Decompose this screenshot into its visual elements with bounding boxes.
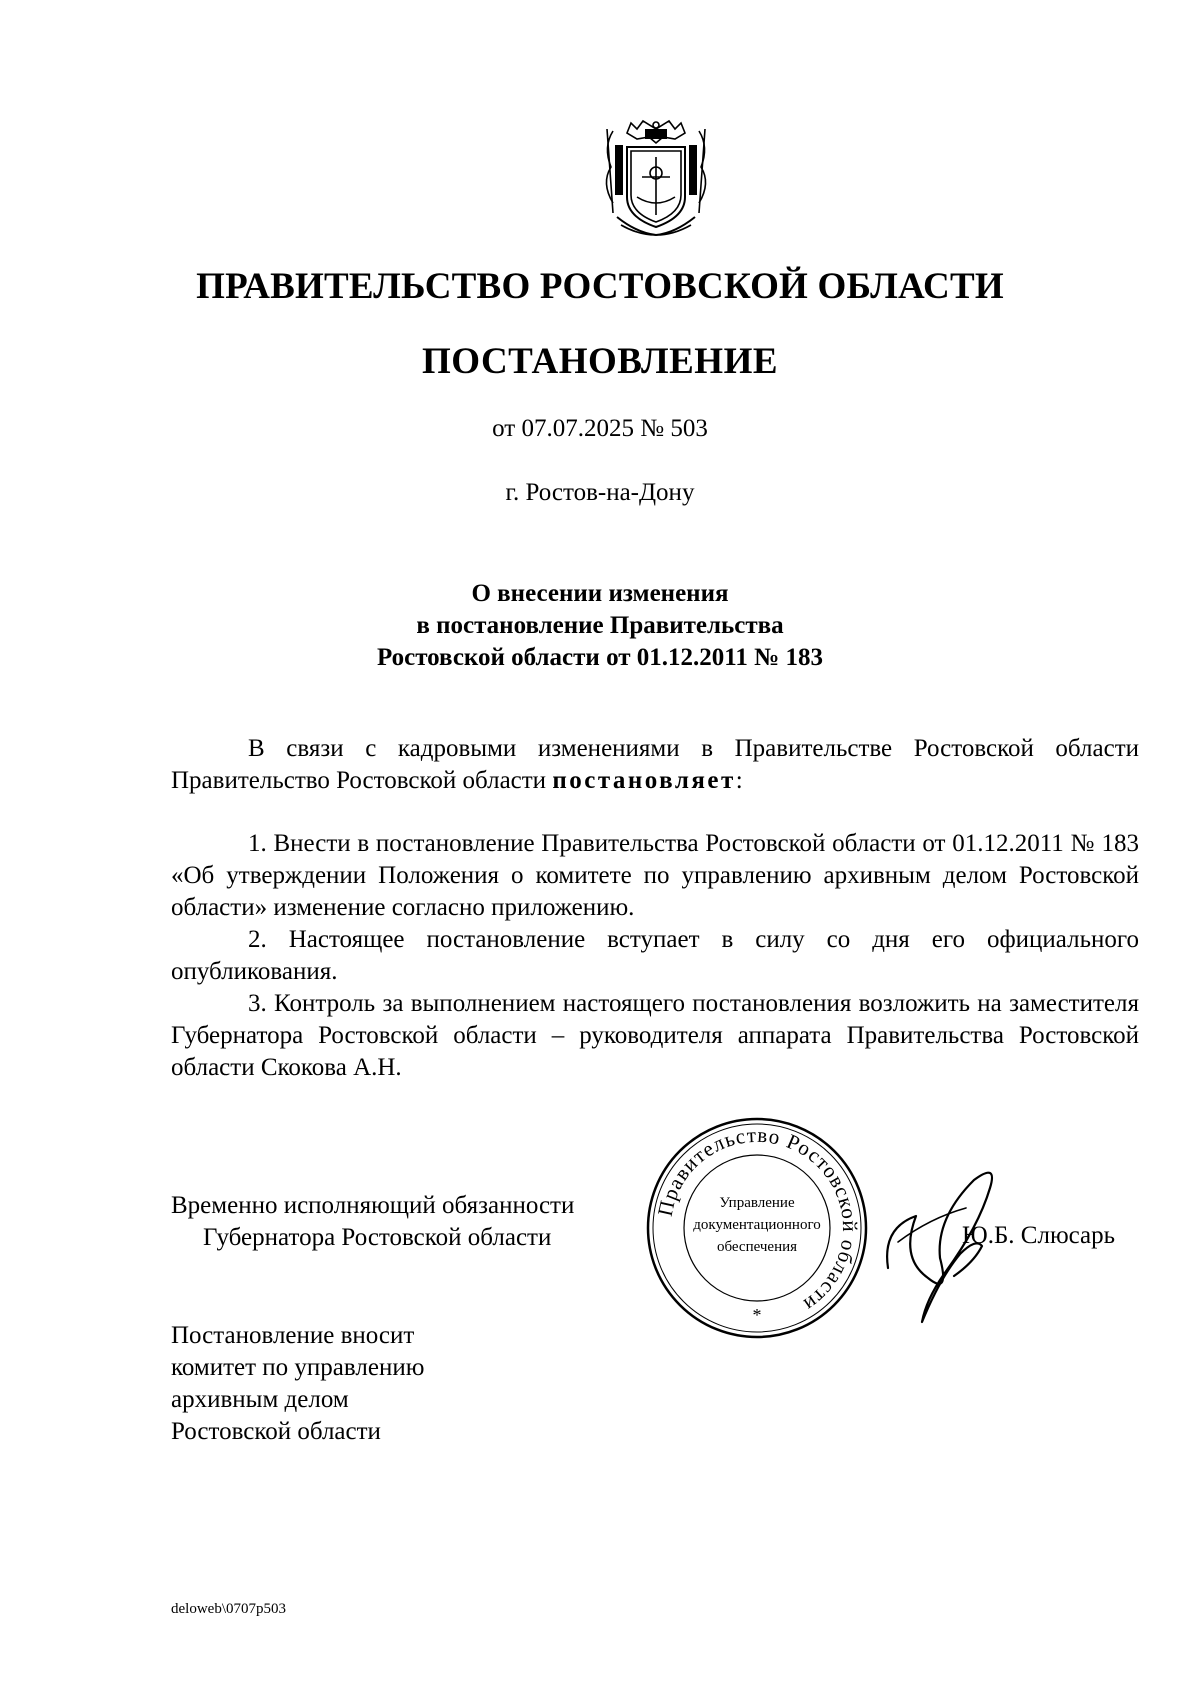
submitted-by-line: архивным делом <box>171 1386 349 1413</box>
seal-star: * <box>752 1305 762 1325</box>
preamble-suffix: : <box>735 767 743 794</box>
preamble-text: В связи с кадровыми изменениями в Правительстве Ростовской области Правительство Ростовской области <box>171 735 1139 794</box>
item-paragraph: 3. Контроль за выполнением настоящего постановления возложить на заместителя Губернатора Ростовской области – руководителя аппарата Правительства Ростовской области Скокова А.Н. <box>171 990 1139 1081</box>
coat-of-arms-icon <box>597 117 715 247</box>
position-line: Губернатора Ростовской области <box>203 1224 552 1251</box>
item-paragraph: 2. Настоящее постановление вступает в силу со дня его официального опубликования. <box>171 926 1139 985</box>
file-reference: deloweb\0707p503 <box>171 1601 286 1617</box>
seal-center-line: обеспечения <box>716 1239 798 1255</box>
seal-center-line: Управление <box>719 1195 795 1211</box>
preamble-paragraph <box>171 733 1139 797</box>
document-date-number: от 07.07.2025 № 503 <box>492 415 708 442</box>
submitted-by-line: Ростовской области <box>171 1418 381 1445</box>
submitted-by-line: комитет по управлению <box>171 1354 425 1381</box>
preamble-emphasis: постановляет <box>552 767 736 794</box>
item-paragraph: 1. Внести в постановление Правительства Ростовской области от 01.12.2011 № 183 «Об утверждении Положения о комитете по управлению архивным делом Ростовской области» изменение согласно приложению. <box>171 830 1139 921</box>
subject-line: Ростовской области от 01.12.2011 № 183 <box>376 644 824 671</box>
position-line: Временно исполняющий обязанности <box>171 1192 575 1219</box>
organization-title: ПРАВИТЕЛЬСТВО РОСТОВСКОЙ ОБЛАСТИ <box>196 266 1004 307</box>
seal-center-line: документационного <box>693 1217 821 1233</box>
document-subject <box>0 578 1200 674</box>
signer-name: Ю.Б. Слюсарь <box>962 1222 1116 1249</box>
submitted-by-line: Постановление вносит <box>171 1322 415 1349</box>
document-type: ПОСТАНОВЛЕНИЕ <box>421 341 779 382</box>
document-body <box>171 733 1139 1084</box>
official-seal <box>644 1115 870 1341</box>
document-city: г. Ростов-на-Дону <box>505 479 695 506</box>
subject-line: в постановление Правительства <box>416 612 784 639</box>
subject-line: О внесении изменения <box>471 580 729 607</box>
submitted-by <box>171 1320 424 1448</box>
signatory-position <box>171 1190 574 1254</box>
seal-ring-text: Правительство Ростовской области <box>652 1122 863 1318</box>
